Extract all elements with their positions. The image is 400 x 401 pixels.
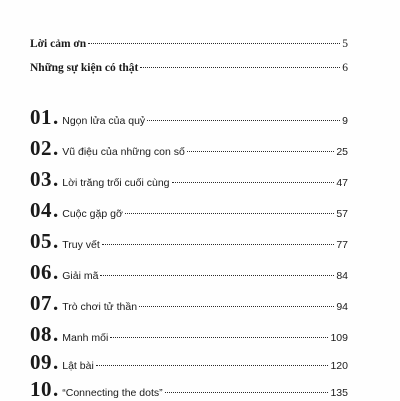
dot-leader (125, 213, 334, 214)
chapter-title: Giải mã (62, 270, 99, 282)
chapter-title: Trò chơi tử thần (62, 301, 138, 313)
chapter-number: 07 (30, 291, 52, 315)
toc-chapter-03 (30, 169, 348, 190)
chapter-title: Manh mối (62, 332, 109, 344)
chapter-number-dot: . (53, 260, 59, 284)
chapter-number-dot: . (53, 167, 59, 191)
chapter-number: 04 (30, 198, 52, 222)
chapter-number-dot: . (53, 105, 59, 129)
dot-leader (110, 337, 328, 338)
chapter-number-dot: . (53, 350, 59, 374)
chapter-title: Truy vết (62, 239, 100, 251)
chapter-number: 10 (30, 377, 52, 401)
chapter-title: Cuộc gặp gỡ (62, 208, 123, 220)
chapter-page: 47 (336, 177, 348, 189)
toc-entry-page: 5 (342, 38, 348, 50)
dot-leader (140, 67, 340, 68)
toc-chapter-05 (30, 231, 348, 252)
chapter-title: “Connecting the dots” (62, 387, 163, 399)
chapter-title: Lật bài (62, 360, 94, 372)
chapter-number: 08 (30, 322, 52, 346)
toc-chapter-07 (30, 293, 348, 314)
toc-chapter-06 (30, 262, 348, 283)
chapter-number: 03 (30, 167, 52, 191)
dot-leader (102, 244, 335, 245)
chapter-number-dot: . (53, 291, 59, 315)
chapter-number: 09 (30, 350, 52, 374)
chapter-number-dot: . (53, 198, 59, 222)
dot-leader (147, 120, 340, 121)
toc-entry-title: Lời cảm ơn (30, 38, 87, 50)
toc-entry-acknowledgements (30, 38, 348, 50)
chapter-page: 135 (330, 387, 348, 399)
dot-leader (172, 182, 335, 183)
chapter-page: 57 (336, 208, 348, 220)
dot-leader (187, 151, 334, 152)
toc-entry-page: 6 (342, 62, 348, 74)
chapter-number-dot: . (53, 377, 59, 401)
toc-chapter-01 (30, 107, 348, 128)
chapter-number: 06 (30, 260, 52, 284)
toc-chapter-04 (30, 200, 348, 221)
toc-chapter-08 (30, 324, 348, 345)
chapter-page: 94 (336, 301, 348, 313)
dot-leader (165, 392, 329, 393)
chapter-number-dot: . (53, 136, 59, 160)
toc-chapter-02 (30, 138, 348, 159)
chapter-page: 120 (330, 360, 348, 372)
chapter-page: 9 (342, 115, 348, 127)
toc-entry-title: Những sự kiện có thật (30, 62, 139, 74)
chapter-page: 84 (336, 270, 348, 282)
chapter-page: 77 (336, 239, 348, 251)
chapter-title: Lời trăng trối cuối cùng (62, 177, 170, 189)
chapter-title: Ngọn lửa của quỷ (62, 115, 146, 127)
chapter-number: 05 (30, 229, 52, 253)
chapter-page: 25 (336, 146, 348, 158)
toc-chapter-10 (30, 379, 348, 400)
chapter-page: 109 (330, 332, 348, 344)
dot-leader (100, 275, 334, 276)
dot-leader (96, 365, 329, 366)
chapter-title: Vũ điệu của những con số (62, 146, 185, 158)
dot-leader (139, 306, 334, 307)
toc-entry-true-events (30, 62, 348, 74)
toc-chapter-09 (30, 352, 348, 373)
chapter-number: 02 (30, 136, 52, 160)
chapter-number-dot: . (53, 322, 59, 346)
chapter-number-dot: . (53, 229, 59, 253)
chapter-number: 01 (30, 105, 52, 129)
dot-leader (88, 43, 340, 44)
